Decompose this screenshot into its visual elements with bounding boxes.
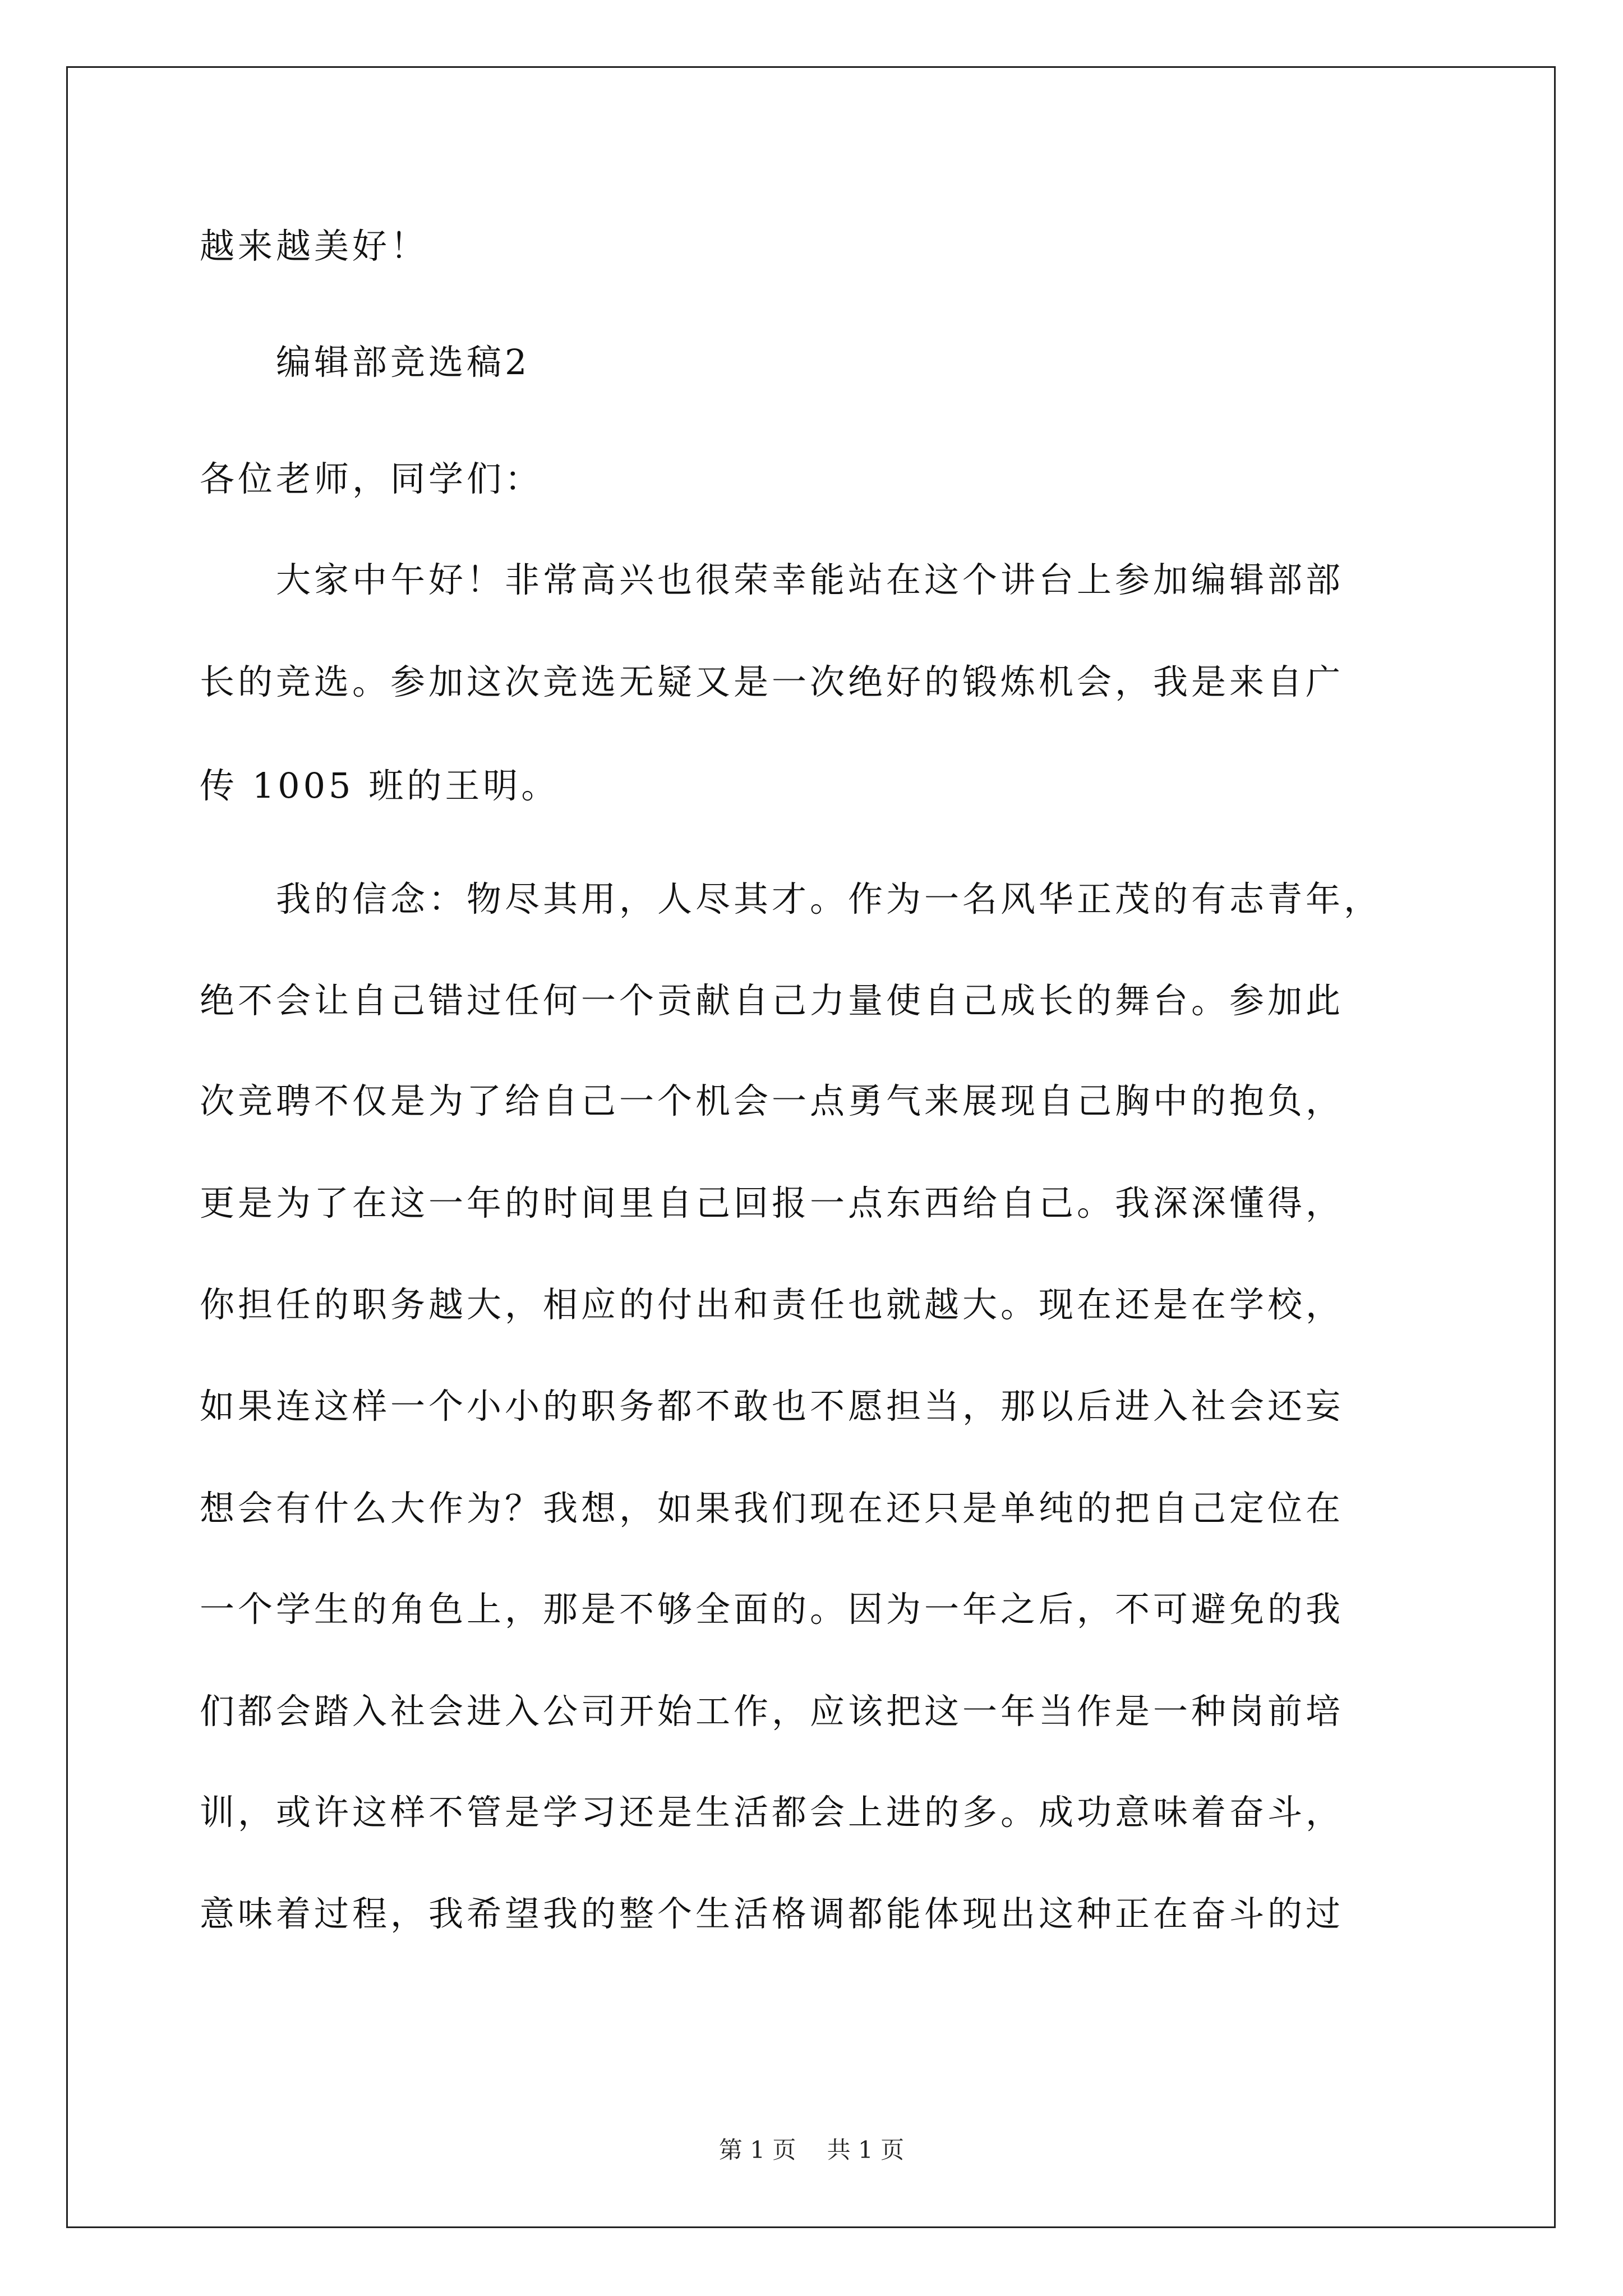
text-line: 绝不会让自己错过任何一个贡献自己力量使自己成长的舞台。参加此 — [200, 980, 1344, 1021]
text-line: 你担任的职务越大，相应的付出和责任也就越大。现在还是在学校， — [200, 1284, 1344, 1325]
text-line: 传 1005 班的王明。 — [200, 765, 560, 806]
text-line: 意味着过程，我希望我的整个生活格调都能体现出这种正在奋斗的过 — [200, 1893, 1344, 1934]
text-line: 如果连这样一个小小的职务都不敢也不愿担当，那以后进入社会还妄 — [200, 1386, 1344, 1427]
text-line: 次竞聘不仅是为了给自己一个机会一点勇气来展现自己胸中的抱负， — [200, 1080, 1344, 1121]
salutation-line: 各位老师，同学们： — [200, 458, 543, 499]
text-line: 长的竞选。参加这次竞选无疑又是一次绝好的锻炼机会，我是来自广 — [200, 661, 1344, 702]
text-line: 想会有什么大作为？我想，如果我们现在还只是单纯的把自己定位在 — [200, 1488, 1344, 1529]
text-line: 们都会踏入社会进入公司开始工作，应该把这一年当作是一种岗前培 — [200, 1691, 1344, 1732]
text-line: 一个学生的角色上，那是不够全面的。因为一年之后，不可避免的我 — [200, 1589, 1344, 1630]
text-line: 我的信念：物尽其用，人尽其才。作为一名风华正茂的有志青年， — [200, 878, 1382, 919]
text-line: 训，或许这样不管是学习还是生活都会上进的多。成功意味着奋斗， — [200, 1792, 1344, 1833]
text-line: 越来越美好！ — [200, 226, 429, 266]
page-footer: 第 1 页 共 1 页 — [718, 2136, 905, 2164]
text-line: 更是为了在这一年的时间里自己回报一点东西给自己。我深深懂得， — [200, 1182, 1344, 1223]
text-line: 大家中午好！非常高兴也很荣幸能站在这个讲台上参加编辑部部 — [200, 559, 1344, 600]
section-heading: 编辑部竞选稿2 — [200, 342, 531, 383]
